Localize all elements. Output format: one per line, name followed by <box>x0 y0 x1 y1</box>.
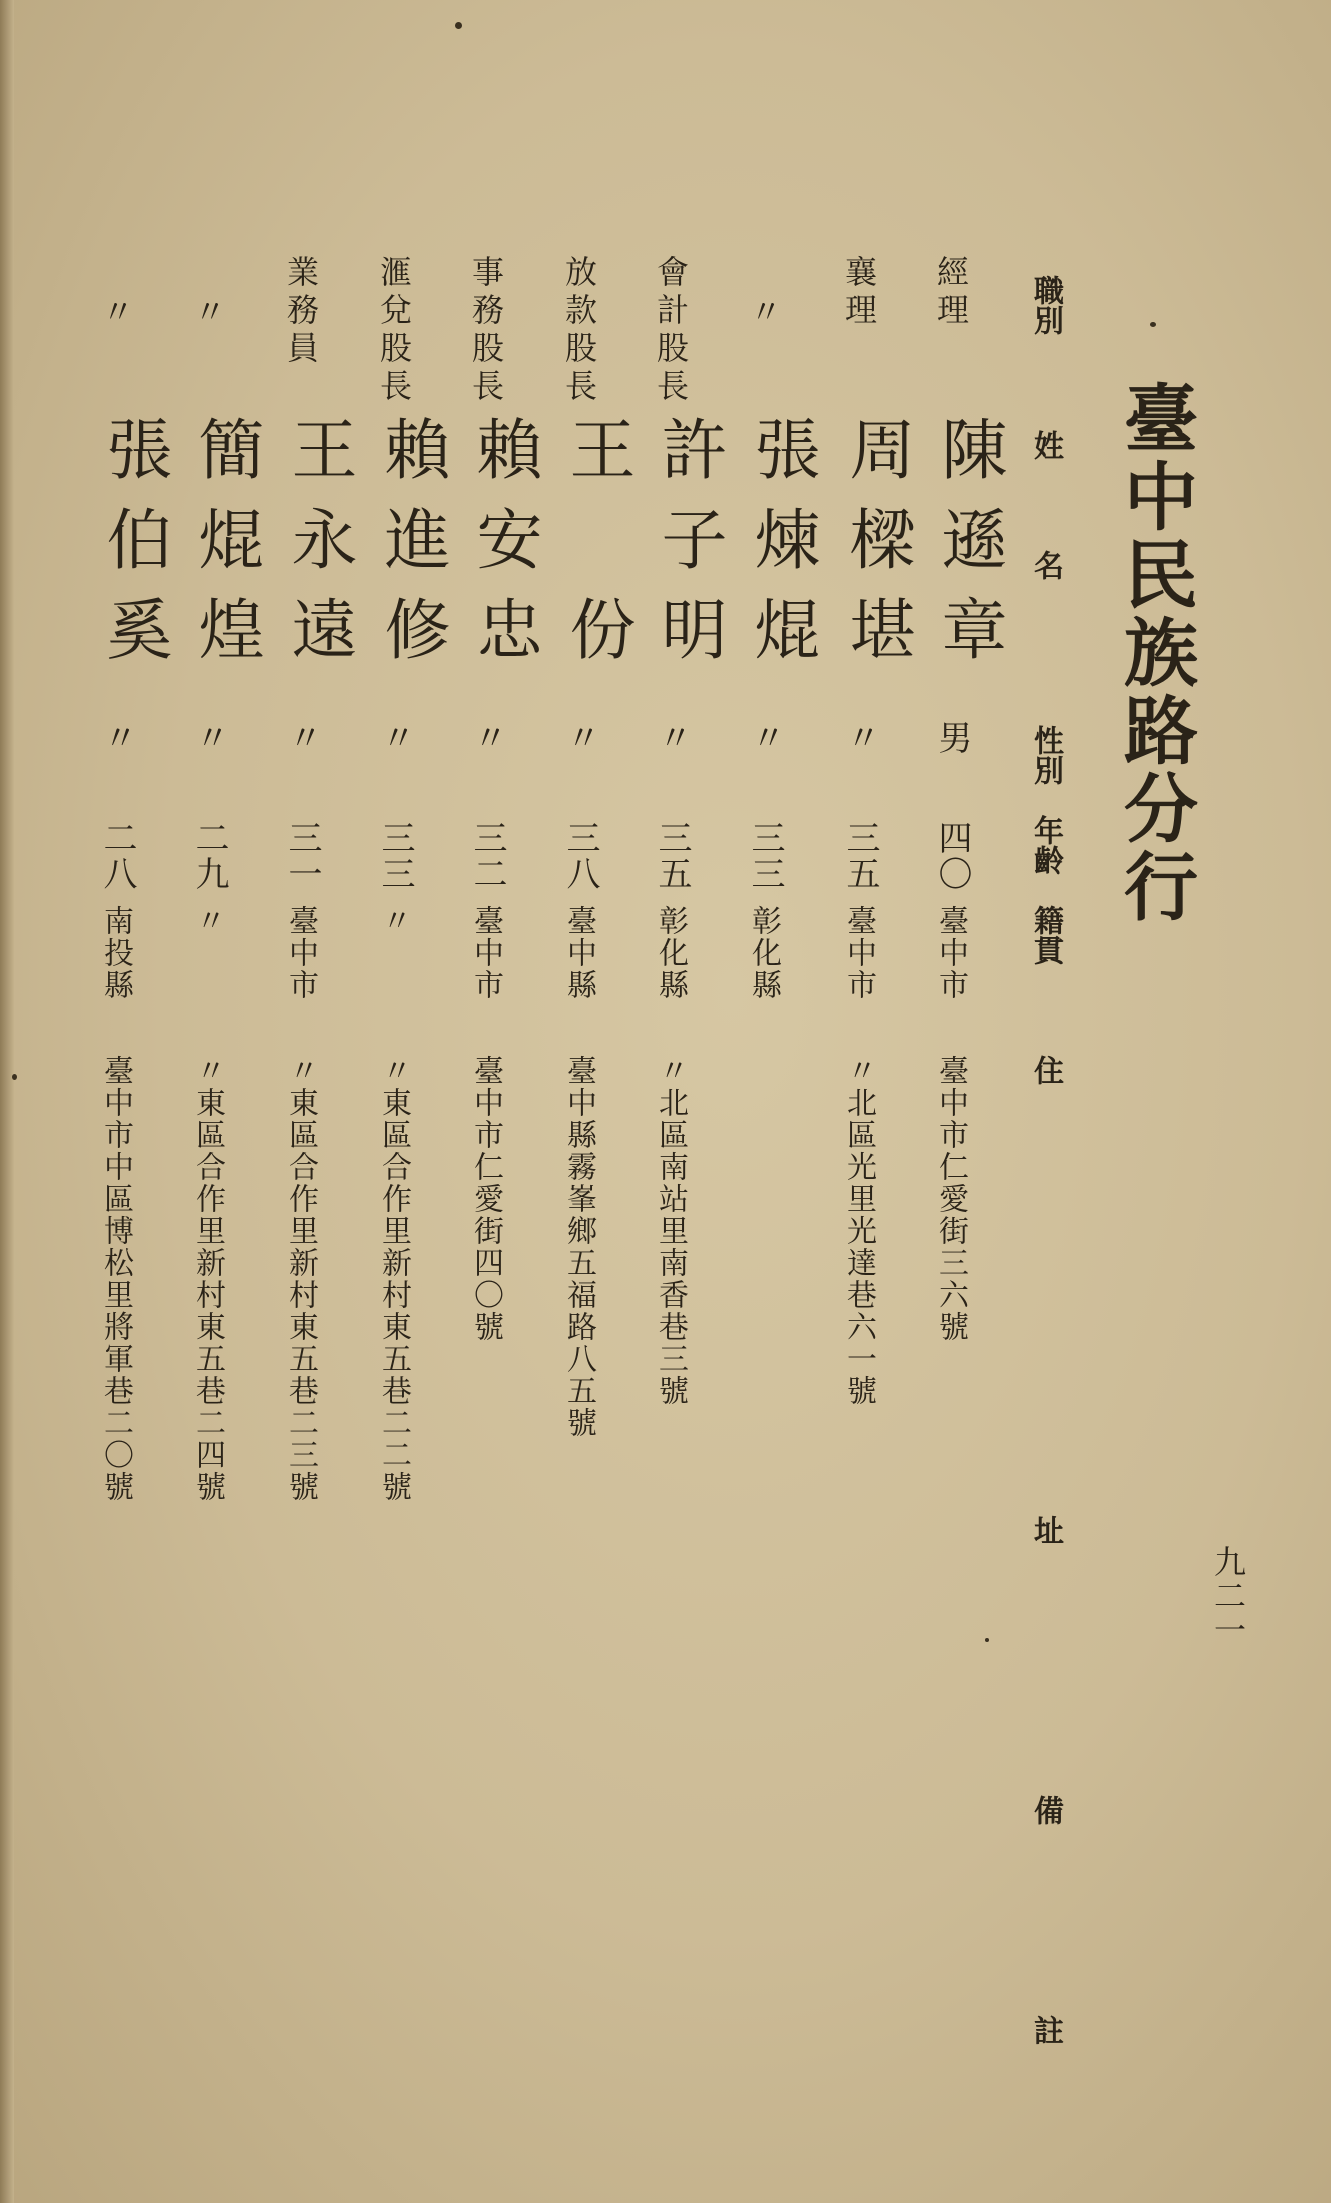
ink-speck <box>12 1074 17 1080</box>
table-row <box>280 255 357 1675</box>
row-gender: 〃 <box>560 720 600 754</box>
table-row <box>95 255 172 1675</box>
row-name: 陳遜章 <box>930 415 1007 685</box>
row-native: 〃 <box>190 905 225 937</box>
table-row <box>558 255 635 1675</box>
row-address: 臺中市中區博松里將軍巷二〇號 <box>98 1055 133 1503</box>
row-title: 放款股長 <box>560 255 598 407</box>
row-gender: 〃 <box>282 720 322 754</box>
row-title: 〃 <box>189 295 227 333</box>
row-native: 彰化縣 <box>746 905 781 1001</box>
header-remarks: 備 註 <box>1028 1795 1063 2125</box>
row-name: 賴進修 <box>373 415 450 685</box>
row-title: 業務員 <box>282 255 320 369</box>
row-name: 許子明 <box>650 415 727 685</box>
header-gender: 性別 <box>1028 725 1063 785</box>
header-native: 籍貫 <box>1028 905 1063 965</box>
row-gender: 〃 <box>97 720 137 754</box>
table-row <box>838 255 915 1675</box>
row-native: 臺中市 <box>468 905 503 1001</box>
row-address: 臺中市仁愛街四〇號 <box>468 1055 503 1343</box>
row-age: 三八 <box>560 820 600 892</box>
row-gender: 〃 <box>189 720 229 754</box>
table-row <box>930 255 1007 1675</box>
row-title: 〃 <box>97 295 135 333</box>
table-row <box>373 255 450 1675</box>
row-age: 三三 <box>375 820 415 892</box>
header-name: 姓 名 <box>1028 430 1063 610</box>
header-title: 職別 <box>1028 275 1063 335</box>
row-name: 張煉焜 <box>743 415 820 685</box>
row-title: 〃 <box>745 295 783 333</box>
row-age: 四〇 <box>932 820 972 892</box>
row-name: 簡焜煌 <box>187 415 264 685</box>
row-address: 〃東區合作里新村東五巷二三號 <box>283 1055 318 1503</box>
row-native: 南投縣 <box>98 905 133 1001</box>
row-native: 臺中縣 <box>561 905 596 1001</box>
table-row <box>187 255 264 1675</box>
row-gender: 〃 <box>840 720 880 754</box>
row-gender: 男 <box>932 720 972 754</box>
ink-speck <box>985 1638 989 1642</box>
row-title: 會計股長 <box>652 255 690 407</box>
ink-speck <box>1150 322 1156 327</box>
row-age: 三二 <box>467 820 507 892</box>
row-address: 臺中縣霧峯鄉五福路八五號 <box>561 1055 596 1439</box>
row-address: 〃東區合作里新村東五巷二二號 <box>376 1055 411 1503</box>
row-name: 賴安忠 <box>465 415 542 685</box>
row-title: 事務股長 <box>467 255 505 407</box>
row-address: 〃北區光里光達巷六一號 <box>841 1055 876 1407</box>
row-age: 二八 <box>97 820 137 892</box>
row-name: 王永遠 <box>280 415 357 685</box>
table-row <box>650 255 727 1675</box>
row-gender: 〃 <box>375 720 415 754</box>
row-address: 臺中市仁愛街三六號 <box>933 1055 968 1343</box>
row-age: 三一 <box>282 820 322 892</box>
row-gender: 〃 <box>467 720 507 754</box>
row-native: 臺中市 <box>283 905 318 1001</box>
row-name: 王 份 <box>558 415 635 685</box>
table-row <box>743 255 820 1675</box>
header-address: 住 址 <box>1028 1055 1063 1745</box>
table-row <box>465 255 542 1675</box>
row-address: 〃北區南站里南香巷三號 <box>653 1055 688 1407</box>
table-header <box>1028 255 1100 2125</box>
page-title: 臺中民族路分行 <box>1112 380 1198 926</box>
row-native: 彰化縣 <box>653 905 688 1001</box>
header-age: 年齡 <box>1028 815 1063 875</box>
row-gender: 〃 <box>745 720 785 754</box>
page-number: 九二一 <box>1209 1545 1247 1647</box>
row-name: 周樑堪 <box>838 415 915 685</box>
row-name: 張伯奚 <box>95 415 172 685</box>
row-title: 經理 <box>932 255 970 331</box>
row-age: 三五 <box>652 820 692 892</box>
row-title: 滙兌股長 <box>375 255 413 407</box>
row-native: 〃 <box>376 905 411 937</box>
row-title: 襄理 <box>840 255 878 331</box>
page-edge-shadow <box>0 0 14 2203</box>
row-native: 臺中市 <box>933 905 968 1001</box>
row-age: 二九 <box>189 820 229 892</box>
row-native: 臺中市 <box>841 905 876 1001</box>
row-address: 〃東區合作里新村東五巷二四號 <box>190 1055 225 1503</box>
row-gender: 〃 <box>652 720 692 754</box>
ink-speck <box>455 22 462 29</box>
row-age: 三五 <box>840 820 880 892</box>
row-age: 三三 <box>745 820 785 892</box>
